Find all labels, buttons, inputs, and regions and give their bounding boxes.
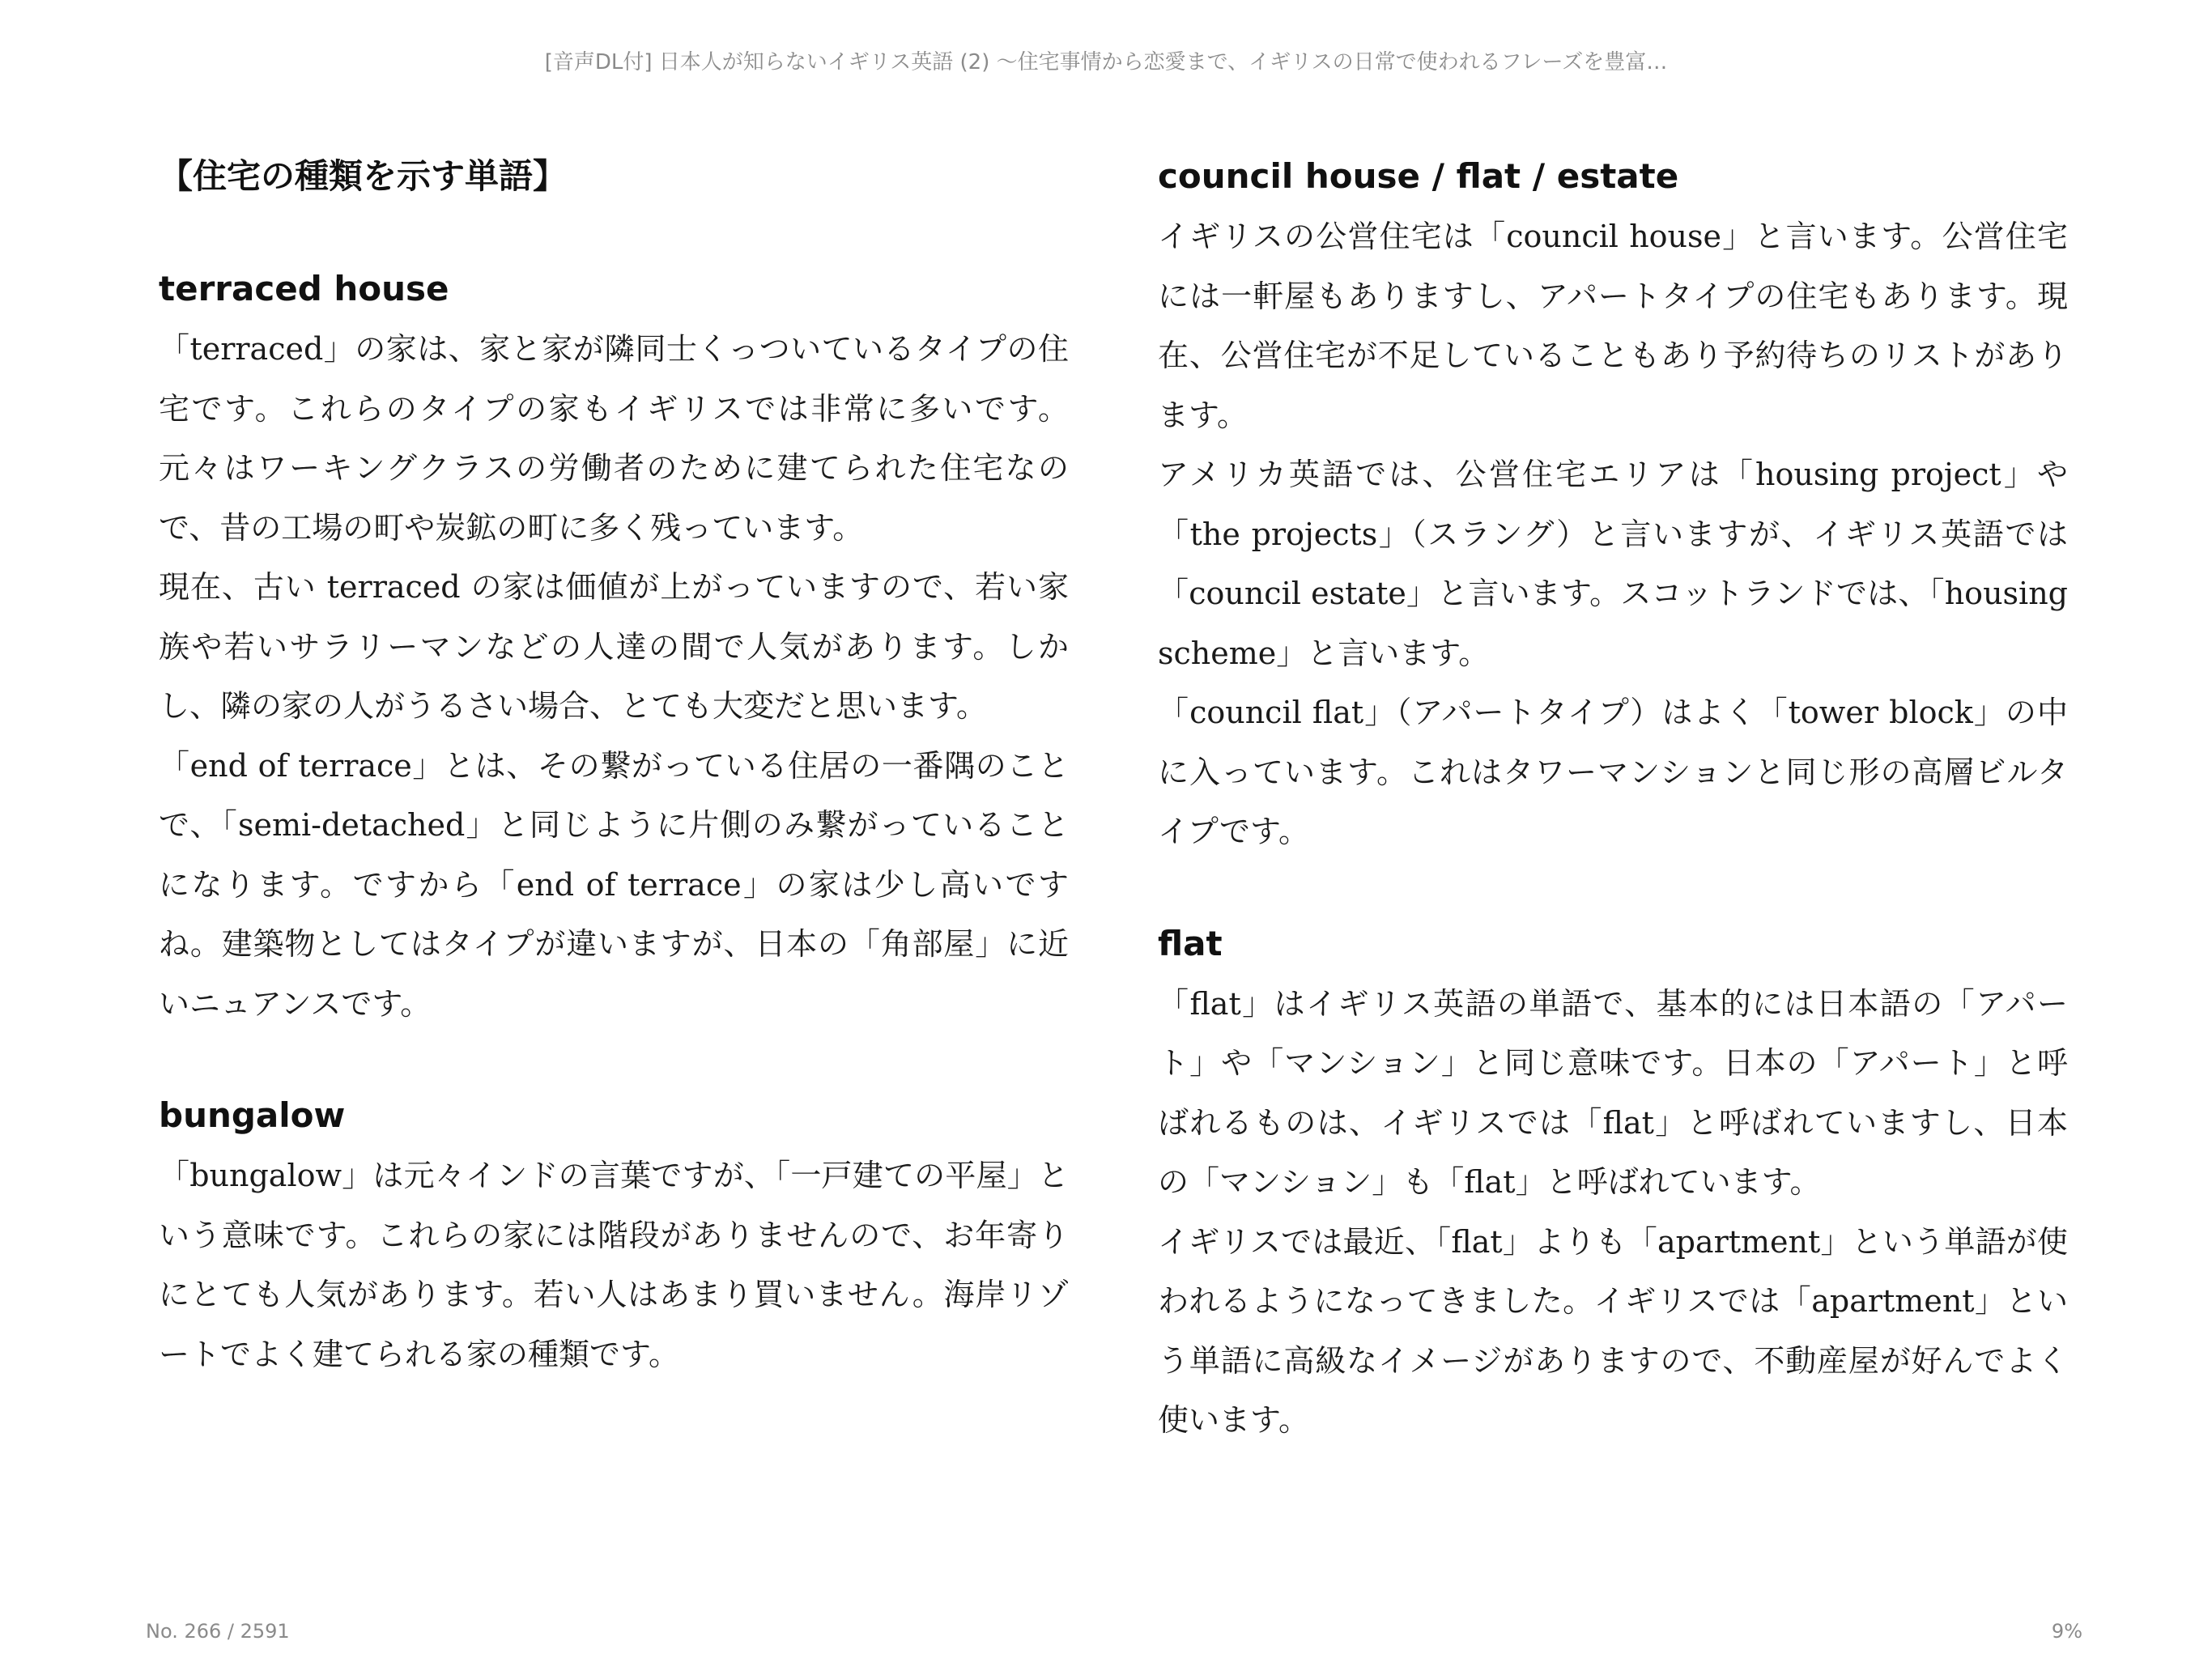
section-heading: 【住宅の種類を示す単語】: [159, 156, 568, 196]
right-column: [1158, 146, 2068, 1451]
location-indicator: No. 266 / 2591: [146, 1620, 290, 1643]
paragraph-bungalow-1: 「bungalow」は元々インドの言葉ですが、「一戸建ての平屋」という意味です。これらの家には階段がありませんので、お年寄りにとても人気があります。若い人はあまり買いません。海岸リゾートでよく建てられる家の種類です。: [159, 1158, 1069, 1372]
paragraph-terraced-3: 「end of terrace」とは、その繋がっている住居の一番隅のことで、「semi-detached」と同じように片側のみ繋がっていることになります。ですから「end of terrace」の家は少し高いですね。建築物としてはタイプが違いますが、日本の「角部屋」に近いニュアンスです。: [159, 747, 1069, 1022]
paragraph-flat-1: 「flat」はイギリス英語の単語で、基本的には日本語の「アパート」や「マンション」と同じ意味です。日本の「アパート」と呼ばれるものは、イギリスでは「flat」と呼ばれていますし、日本の「マンション」も「flat」と呼ばれています。: [1158, 985, 2068, 1200]
term-heading-bungalow: bungalow: [159, 1095, 346, 1135]
term-heading-council: council house / flat / estate: [1158, 156, 1679, 196]
term-heading-terraced-house: terraced house: [159, 269, 449, 308]
spacer: [159, 1034, 1069, 1085]
spacer: [159, 207, 1069, 258]
reading-progress: 9%: [2051, 1620, 2082, 1643]
paragraph-council-3: 「council flat」（アパートタイプ）はよく「tower block」の中に入っています。これはタワーマンションと同じ形の高層ビルタイプです。: [1158, 695, 2068, 849]
paragraph-terraced-2: 現在、古い terraced の家は価値が上がっていますので、若い家族や若いサラリーマンなどの人達の間で人気があります。しかし、隣の家の人がうるさい場合、とても大変だと思います。: [159, 569, 1069, 724]
paragraph-terraced-1: 「terraced」の家は、家と家が隣同士くっついているタイプの住宅です。これらのタイプの家もイギリスでは非常に多いです。元々はワーキングクラスの労働者のために建てられた住宅なので、昔の工場の町や炭鉱の町に多く残っています。: [159, 331, 1069, 546]
paragraph-council-2: アメリカ英語では、公営住宅エリアは「housing project」や「the projects」（スラング）と言いますが、イギリス英語では「council estate」と言います。スコットランドでは、「housing scheme」と言います。: [1158, 457, 2068, 671]
paragraph-flat-2: イギリスでは最近、「flat」よりも「apartment」という単語が使われるようになってきました。イギリスでは「apartment」という単語に高級なイメージがありますので、不動産屋が好んでよく使います。: [1158, 1223, 2068, 1438]
book-title-header: [音声DL付] 日本人が知らないイギリス英語 (2) 〜住宅事情から恋愛まで、イギリスの日常で使われるフレーズを豊富…: [544, 50, 1668, 74]
left-column: [159, 146, 1069, 1384]
term-heading-flat: flat: [1158, 923, 1223, 963]
spacer: [1158, 862, 2068, 913]
paragraph-council-1: イギリスの公営住宅は「council house」と言います。公営住宅には一軒屋もありますし、アパートタイプの住宅もあります。現在、公営住宅が不足していることもあり予約待ちのリストがあります。: [1158, 219, 2068, 433]
